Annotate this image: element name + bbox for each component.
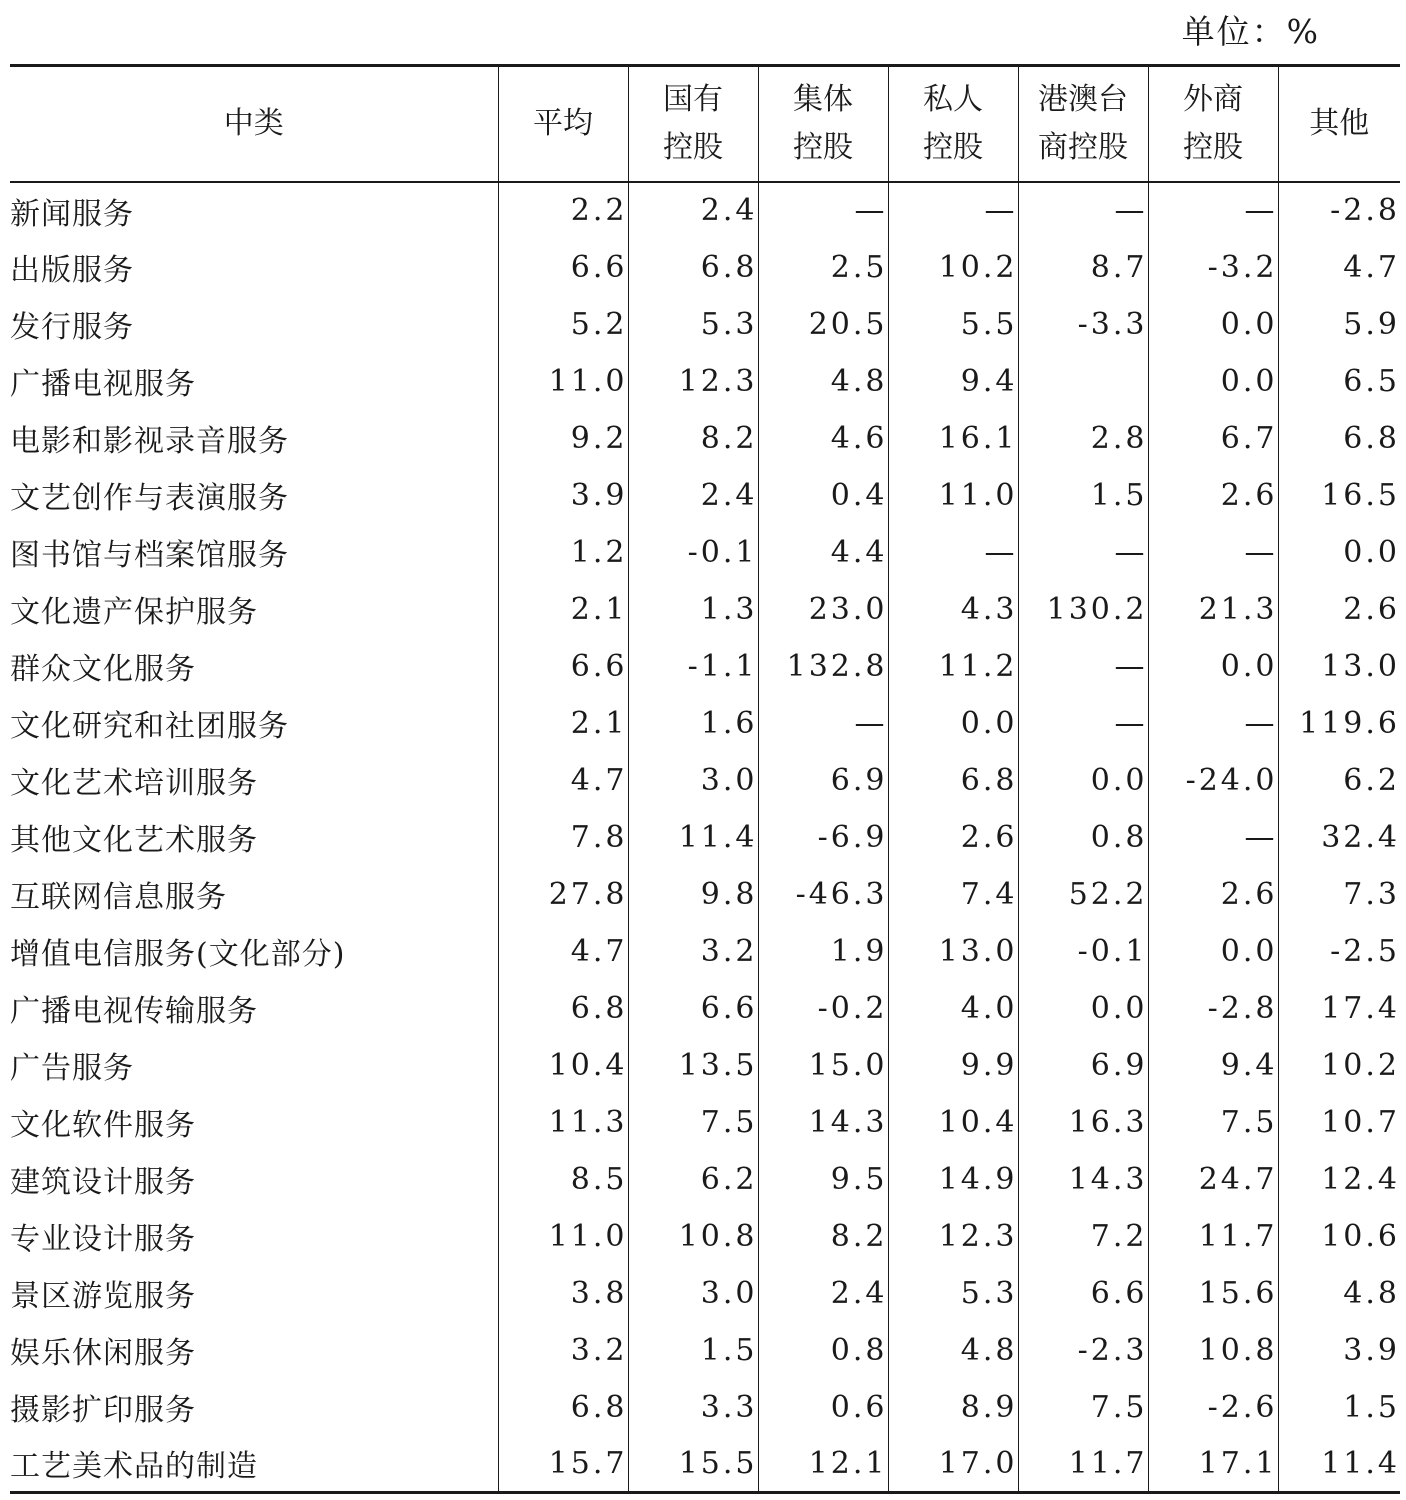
table-row xyxy=(10,296,1400,353)
column-header-private: 私人 控股 xyxy=(888,66,1018,182)
table-row xyxy=(10,182,1400,239)
row-value-cell: 4.8 xyxy=(758,353,888,410)
row-value-cell: 0.0 xyxy=(1018,752,1148,809)
row-value-cell: 3.0 xyxy=(628,752,758,809)
row-value-cell: 4.8 xyxy=(888,1322,1018,1379)
row-value-cell: — xyxy=(888,524,1018,581)
row-value-cell: 8.2 xyxy=(628,410,758,467)
row-value-cell: 12.3 xyxy=(888,1208,1018,1265)
row-category-cell: 其他文化艺术服务 xyxy=(10,823,258,858)
row-value-cell: — xyxy=(1018,182,1148,239)
table-row xyxy=(10,1037,1400,1094)
row-category-cell: 互联网信息服务 xyxy=(10,880,227,915)
row-value-cell: 7.4 xyxy=(888,866,1018,923)
table-row xyxy=(10,638,1400,695)
row-value-cell: 9.2 xyxy=(498,410,628,467)
row-value-cell: 10.8 xyxy=(1148,1322,1278,1379)
row-value-cell: -2.8 xyxy=(1148,980,1278,1037)
row-value-cell: 2.6 xyxy=(1278,581,1400,638)
row-value-cell: 11.0 xyxy=(498,1208,628,1265)
row-value-cell: 4.3 xyxy=(888,581,1018,638)
row-category-cell: 文艺创作与表演服务 xyxy=(10,481,289,516)
row-value-cell: -0.1 xyxy=(628,524,758,581)
row-value-cell: 15.6 xyxy=(1148,1265,1278,1322)
row-value-cell: 9.4 xyxy=(1148,1037,1278,1094)
row-value-cell: 24.7 xyxy=(1148,1151,1278,1208)
row-value-cell: 7.5 xyxy=(1018,1379,1148,1436)
row-value-cell: 132.8 xyxy=(758,638,888,695)
row-value-cell: 10.4 xyxy=(498,1037,628,1094)
row-value-cell: 16.3 xyxy=(1018,1094,1148,1151)
row-value-cell: 0.0 xyxy=(888,695,1018,752)
row-value-cell: 8.5 xyxy=(498,1151,628,1208)
column-header-other: 其他 xyxy=(1278,66,1400,182)
row-value-cell: 7.8 xyxy=(498,809,628,866)
row-value-cell: 4.7 xyxy=(1278,239,1400,296)
row-value-cell: 2.8 xyxy=(1018,410,1148,467)
row-value-cell: 5.9 xyxy=(1278,296,1400,353)
row-value-cell: 10.7 xyxy=(1278,1094,1400,1151)
row-value-cell: 4.6 xyxy=(758,410,888,467)
row-value-cell: 1.9 xyxy=(758,923,888,980)
row-value-cell: 130.2 xyxy=(1018,581,1148,638)
row-value-cell: 6.6 xyxy=(498,638,628,695)
row-category-cell: 电影和影视录音服务 xyxy=(10,424,289,459)
row-value-cell: 10.2 xyxy=(888,239,1018,296)
row-value-cell: 3.9 xyxy=(498,467,628,524)
row-value-cell: 6.6 xyxy=(628,980,758,1037)
row-value-cell: 5.5 xyxy=(888,296,1018,353)
row-value-cell: 3.0 xyxy=(628,1265,758,1322)
row-category-cell: 广播电视服务 xyxy=(10,367,196,402)
table-row xyxy=(10,1322,1400,1379)
row-value-cell: 4.7 xyxy=(498,752,628,809)
row-value-cell: 6.2 xyxy=(628,1151,758,1208)
row-value-cell: -6.9 xyxy=(758,809,888,866)
row-value-cell: 6.2 xyxy=(1278,752,1400,809)
row-value-cell: -1.1 xyxy=(628,638,758,695)
row-value-cell: — xyxy=(888,182,1018,239)
row-value-cell: 0.0 xyxy=(1148,353,1278,410)
row-value-cell: — xyxy=(758,695,888,752)
row-value-cell: -3.3 xyxy=(1018,296,1148,353)
row-value-cell: 3.3 xyxy=(628,1379,758,1436)
row-category-cell: 增值电信服务(文化部分) xyxy=(10,937,346,972)
row-value-cell: -2.3 xyxy=(1018,1322,1148,1379)
row-category-cell: 工艺美术品的制造 xyxy=(10,1436,498,1493)
row-category-cell: 文化研究和社团服务 xyxy=(10,709,289,744)
row-value-cell: 15.5 xyxy=(628,1436,758,1493)
row-value-cell: 5.3 xyxy=(628,296,758,353)
row-value-cell: 7.2 xyxy=(1018,1208,1148,1265)
row-category-cell: 娱乐休闲服务 xyxy=(10,1336,196,1371)
row-value-cell: 13.0 xyxy=(1278,638,1400,695)
row-category-cell: 广播电视传输服务 xyxy=(10,994,258,1029)
row-value-cell: 0.0 xyxy=(1018,980,1148,1037)
row-value-cell: 4.4 xyxy=(758,524,888,581)
row-value-cell: 9.9 xyxy=(888,1037,1018,1094)
row-category-cell: 新闻服务 xyxy=(10,196,134,232)
row-value-cell: 11.7 xyxy=(1148,1208,1278,1265)
row-value-cell: 2.5 xyxy=(758,239,888,296)
row-value-cell: 6.6 xyxy=(498,239,628,296)
row-value-cell: 20.5 xyxy=(758,296,888,353)
row-value-cell: 10.4 xyxy=(888,1094,1018,1151)
row-value-cell: -2.8 xyxy=(1278,182,1400,239)
row-value-cell: 16.5 xyxy=(1278,467,1400,524)
row-value-cell: — xyxy=(1018,695,1148,752)
table-row xyxy=(10,1436,1400,1493)
row-value-cell: 11.7 xyxy=(1018,1436,1148,1493)
row-value-cell: 6.9 xyxy=(1018,1037,1148,1094)
row-value-cell: 27.8 xyxy=(498,866,628,923)
row-value-cell: 13.5 xyxy=(628,1037,758,1094)
row-value-cell: 12.1 xyxy=(758,1436,888,1493)
table-row xyxy=(10,1151,1400,1208)
column-header-hk-macao-taiwan: 港澳台 商控股 xyxy=(1018,66,1148,182)
row-value-cell: 2.6 xyxy=(1148,467,1278,524)
unit-label: 单位：% xyxy=(1181,12,1320,51)
row-value-cell: 11.0 xyxy=(498,353,628,410)
row-value-cell: 1.3 xyxy=(628,581,758,638)
row-value-cell: 1.2 xyxy=(498,524,628,581)
row-value-cell: 13.0 xyxy=(888,923,1018,980)
row-value-cell: 6.7 xyxy=(1148,410,1278,467)
row-value-cell: 12.3 xyxy=(628,353,758,410)
table-row xyxy=(10,467,1400,524)
row-value-cell: 0.0 xyxy=(1278,524,1400,581)
row-value-cell: 0.0 xyxy=(1148,638,1278,695)
table-row xyxy=(10,1208,1400,1265)
row-value-cell: -3.2 xyxy=(1148,239,1278,296)
row-value-cell: 3.9 xyxy=(1278,1322,1400,1379)
row-value-cell: 6.5 xyxy=(1278,353,1400,410)
row-category-cell: 群众文化服务 xyxy=(10,652,196,687)
row-value-cell: 23.0 xyxy=(758,581,888,638)
row-value-cell: 9.4 xyxy=(888,353,1018,410)
row-value-cell: 21.3 xyxy=(1148,581,1278,638)
row-value-cell: 12.4 xyxy=(1278,1151,1400,1208)
column-header-average: 平均 xyxy=(498,66,628,182)
row-value-cell: 17.0 xyxy=(888,1436,1018,1493)
row-value-cell: 2.4 xyxy=(758,1265,888,1322)
column-header-foreign: 外商 控股 xyxy=(1148,66,1278,182)
row-value-cell: 6.8 xyxy=(498,1379,628,1436)
row-value-cell: — xyxy=(1148,182,1278,239)
row-category-cell: 景区游览服务 xyxy=(10,1279,196,1314)
row-value-cell: 2.6 xyxy=(1148,866,1278,923)
row-category-cell: 建筑设计服务 xyxy=(10,1165,196,1200)
row-category-cell: 发行服务 xyxy=(10,310,134,345)
row-value-cell: -0.2 xyxy=(758,980,888,1037)
table-row xyxy=(10,353,1400,410)
table-row xyxy=(10,1379,1400,1436)
row-value-cell: 1.6 xyxy=(628,695,758,752)
row-value-cell: 11.0 xyxy=(888,467,1018,524)
row-category-cell: 文化软件服务 xyxy=(10,1108,196,1143)
row-value-cell: 119.6 xyxy=(1278,695,1400,752)
row-value-cell: 0.8 xyxy=(1018,809,1148,866)
row-value-cell xyxy=(1018,353,1148,410)
row-category-cell: 摄影扩印服务 xyxy=(10,1393,196,1428)
row-value-cell: 2.2 xyxy=(498,182,628,239)
row-value-cell: 32.4 xyxy=(1278,809,1400,866)
row-value-cell: 11.4 xyxy=(628,809,758,866)
row-value-cell: 1.5 xyxy=(1278,1379,1400,1436)
row-value-cell: 7.5 xyxy=(628,1094,758,1151)
row-value-cell: 0.8 xyxy=(758,1322,888,1379)
column-header-category: 中类 xyxy=(10,66,498,182)
row-category-cell: 文化艺术培训服务 xyxy=(10,766,258,801)
column-header-state-owned: 国有 控股 xyxy=(628,66,758,182)
row-value-cell: 1.5 xyxy=(628,1322,758,1379)
row-value-cell: 15.0 xyxy=(758,1037,888,1094)
table-row xyxy=(10,980,1400,1037)
row-value-cell: 6.6 xyxy=(1018,1265,1148,1322)
row-value-cell: 7.3 xyxy=(1278,866,1400,923)
row-value-cell: 15.7 xyxy=(498,1436,628,1493)
row-value-cell: 2.6 xyxy=(888,809,1018,866)
table-row xyxy=(10,524,1400,581)
table-row xyxy=(10,1265,1400,1322)
table-row xyxy=(10,695,1400,752)
row-value-cell: 0.0 xyxy=(1148,923,1278,980)
row-value-cell: 11.4 xyxy=(1278,1436,1400,1493)
table-row xyxy=(10,923,1400,980)
row-value-cell: 5.2 xyxy=(498,296,628,353)
row-value-cell: — xyxy=(1148,809,1278,866)
column-header-collective: 集体 控股 xyxy=(758,66,888,182)
table-row xyxy=(10,410,1400,467)
row-value-cell: — xyxy=(1018,524,1148,581)
row-value-cell: 14.3 xyxy=(1018,1151,1148,1208)
row-value-cell: 10.2 xyxy=(1278,1037,1400,1094)
row-category-cell: 出版服务 xyxy=(10,253,134,288)
row-value-cell: — xyxy=(1148,695,1278,752)
row-value-cell: 2.4 xyxy=(628,467,758,524)
row-category-cell: 广告服务 xyxy=(10,1051,134,1086)
row-value-cell: 6.8 xyxy=(1278,410,1400,467)
row-value-cell: 14.3 xyxy=(758,1094,888,1151)
row-value-cell: 11.3 xyxy=(498,1094,628,1151)
row-value-cell: -2.5 xyxy=(1278,923,1400,980)
row-category-cell: 专业设计服务 xyxy=(10,1222,196,1257)
row-value-cell: 14.9 xyxy=(888,1151,1018,1208)
table-body xyxy=(10,182,1400,1493)
row-value-cell: 17.4 xyxy=(1278,980,1400,1037)
row-value-cell: 8.7 xyxy=(1018,239,1148,296)
table-row xyxy=(10,752,1400,809)
row-value-cell: 10.8 xyxy=(628,1208,758,1265)
row-value-cell: 4.8 xyxy=(1278,1265,1400,1322)
row-value-cell: — xyxy=(758,182,888,239)
table-row xyxy=(10,581,1400,638)
row-value-cell: 0.6 xyxy=(758,1379,888,1436)
row-value-cell: 6.8 xyxy=(888,752,1018,809)
row-value-cell: 4.0 xyxy=(888,980,1018,1037)
row-value-cell: 16.1 xyxy=(888,410,1018,467)
row-value-cell: 5.3 xyxy=(888,1265,1018,1322)
row-value-cell: — xyxy=(1018,638,1148,695)
row-value-cell: 6.8 xyxy=(628,239,758,296)
row-value-cell: -46.3 xyxy=(758,866,888,923)
header-row xyxy=(10,66,1400,182)
row-category-cell: 图书馆与档案馆服务 xyxy=(10,538,289,573)
row-value-cell: 0.0 xyxy=(1148,296,1278,353)
row-value-cell: 4.7 xyxy=(498,923,628,980)
row-value-cell: -24.0 xyxy=(1148,752,1278,809)
row-value-cell: 9.8 xyxy=(628,866,758,923)
row-value-cell: 10.6 xyxy=(1278,1208,1400,1265)
table-row xyxy=(10,239,1400,296)
row-value-cell: 11.2 xyxy=(888,638,1018,695)
row-value-cell: 6.9 xyxy=(758,752,888,809)
row-value-cell: 2.1 xyxy=(498,581,628,638)
row-value-cell: 0.4 xyxy=(758,467,888,524)
row-value-cell: 8.2 xyxy=(758,1208,888,1265)
data-table xyxy=(10,64,1400,1494)
row-value-cell: 9.5 xyxy=(758,1151,888,1208)
row-value-cell: 6.8 xyxy=(498,980,628,1037)
row-value-cell: 8.9 xyxy=(888,1379,1018,1436)
row-value-cell: 2.4 xyxy=(628,182,758,239)
row-value-cell: 17.1 xyxy=(1148,1436,1278,1493)
row-value-cell: 3.8 xyxy=(498,1265,628,1322)
table-row xyxy=(10,866,1400,923)
table-row xyxy=(10,1094,1400,1151)
row-value-cell: -2.6 xyxy=(1148,1379,1278,1436)
row-value-cell: 2.1 xyxy=(498,695,628,752)
row-value-cell: 3.2 xyxy=(498,1322,628,1379)
row-value-cell: 52.2 xyxy=(1018,866,1148,923)
table-row xyxy=(10,809,1400,866)
row-value-cell: -0.1 xyxy=(1018,923,1148,980)
row-value-cell: 3.2 xyxy=(628,923,758,980)
row-value-cell: 7.5 xyxy=(1148,1094,1278,1151)
row-value-cell: — xyxy=(1148,524,1278,581)
row-category-cell: 文化遗产保护服务 xyxy=(10,595,258,630)
row-value-cell: 1.5 xyxy=(1018,467,1148,524)
